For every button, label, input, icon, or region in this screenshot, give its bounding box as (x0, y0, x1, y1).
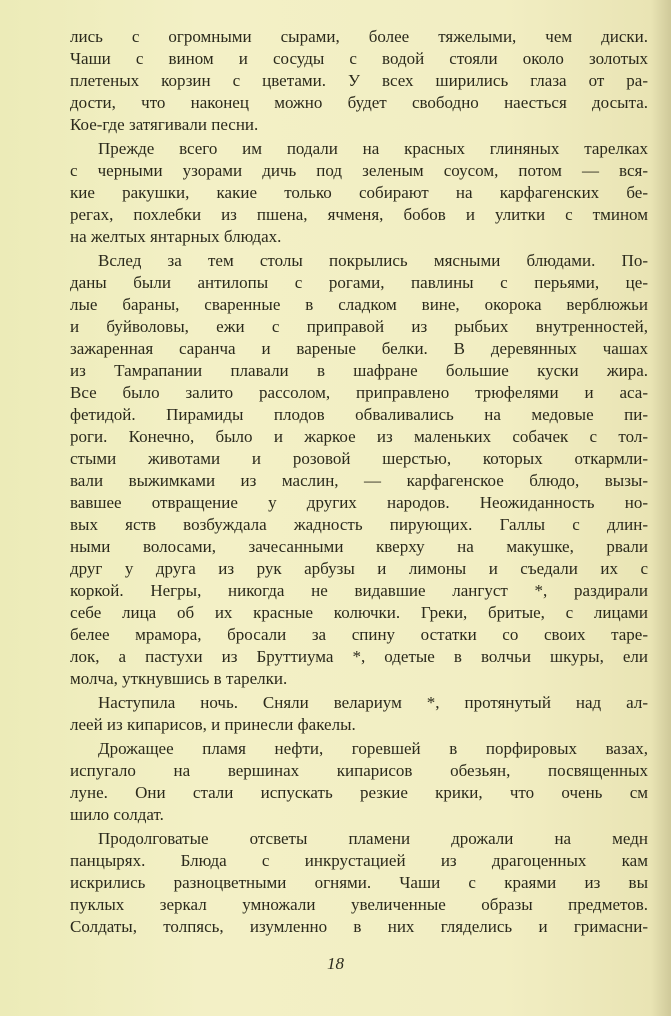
paragraph (70, 828, 648, 938)
text-line: пуклых зеркал умножали увеличенные образы предметов. (70, 895, 648, 914)
text-line: на желтых янтарных блюдах. (70, 227, 282, 246)
page-number: 18 (327, 954, 344, 973)
text-line: с черными узорами дичь под зеленым соусом, потом — вся- (70, 161, 648, 180)
text-line: Дрожащее пламя нефти, горевшей в порфировых вазах, (98, 739, 648, 758)
text-line: регах, похлебки из пшена, ячменя, бобов и улитки с тмином (70, 205, 648, 224)
text-line: себе лица об их красные колючки. Греки, бритые, с лицами (70, 603, 648, 622)
text-line: искрились разноцветными огнями. Чаши с краями из вы (70, 873, 648, 892)
text-line: лок, а пастухи из Бруттиума *, одетые в волчьи шкуры, ели (70, 647, 648, 666)
text-line: роги. Конечно, было и жаркое из маленьких собачек с тол- (70, 427, 648, 446)
text-line: Вслед за тем столы покрылись мясными блюдами. По- (98, 251, 648, 270)
text-line: молча, уткнувшись в тарелки. (70, 669, 288, 688)
text-line: Чаши с вином и сосуды с водой стояли около золотых (70, 49, 648, 68)
text-line: лись с огромными сырами, более тяжелыми, чем диски. (70, 27, 648, 46)
text-line: и буйволовы, ежи с приправой из рыбьих внутренностей, (70, 317, 648, 336)
paragraph (70, 26, 648, 136)
paragraph (70, 138, 648, 248)
text-line: плетеных корзин с цветами. У всех ширились глаза от ра- (70, 71, 648, 90)
text-line: луне. Они стали испускать резкие крики, что очень см (70, 783, 648, 802)
text-line: зажаренная саранча и вареные белки. В деревянных чашах (70, 339, 648, 358)
paragraph (70, 738, 648, 826)
text-line: Наступила ночь. Сняли велариум *, протянутый над ал- (98, 693, 648, 712)
text-line: ными волосами, зачесанными кверху на макушке, рвали (70, 537, 648, 556)
text-line: фетидой. Пирамиды плодов обваливались на медовые пи- (70, 405, 648, 424)
text-line: кие ракушки, какие только собирают на карфагенских бе- (70, 183, 648, 202)
text-line: дости, что наконец можно будет свободно наесться досыта. (70, 93, 648, 112)
text-line: шило солдат. (70, 805, 164, 824)
text-line: Все было залито рассолом, приправлено трюфелями и аса- (70, 383, 648, 402)
text-line: даны были антилопы с рогами, павлины с перьями, це- (70, 273, 648, 292)
text-line: Продолговатые отсветы пламени дрожали на медн (98, 829, 648, 848)
text-line: Кое-где затягивали песни. (70, 115, 259, 134)
text-line: леей из кипарисов, и принесли факелы. (70, 715, 356, 734)
text-line: панцырях. Блюда с инкрустацией из драгоценных кам (70, 851, 648, 870)
text-line: коркой. Негры, никогда не видавшие лангуст *, раздирали (70, 581, 648, 600)
text-line: стыми животами и розовой шерстью, которых откармли- (70, 449, 648, 468)
text-line: белее мрамора, бросали за спину остатки со своих таре- (70, 625, 648, 644)
text-line: друг у друга из рук арбузы и лимоны и съедали их с (70, 559, 648, 578)
text-line: из Тамрапании плавали в шафране большие куски жира. (70, 361, 648, 380)
text-line: Солдаты, толпясь, изумленно в них гляделись и гримасни- (70, 917, 648, 936)
text-line: лые бараны, сваренные в сладком вине, окорока верблюжьи (70, 295, 648, 314)
page-body-text (70, 26, 648, 940)
paragraph (70, 250, 648, 690)
paragraph (70, 692, 648, 736)
text-line: испугало на вершинах кипарисов обезьян, посвященных (70, 761, 648, 780)
text-line: Прежде всего им подали на красных глиняных тарелках (98, 139, 648, 158)
text-line: вали выжимками из маслин, — карфагенское блюдо, вызы- (70, 471, 648, 490)
text-line: вавшее отвращение у других народов. Неожиданность но- (70, 493, 648, 512)
text-line: вых яств возбуждала жадность пирующих. Галлы с длин- (70, 515, 648, 534)
